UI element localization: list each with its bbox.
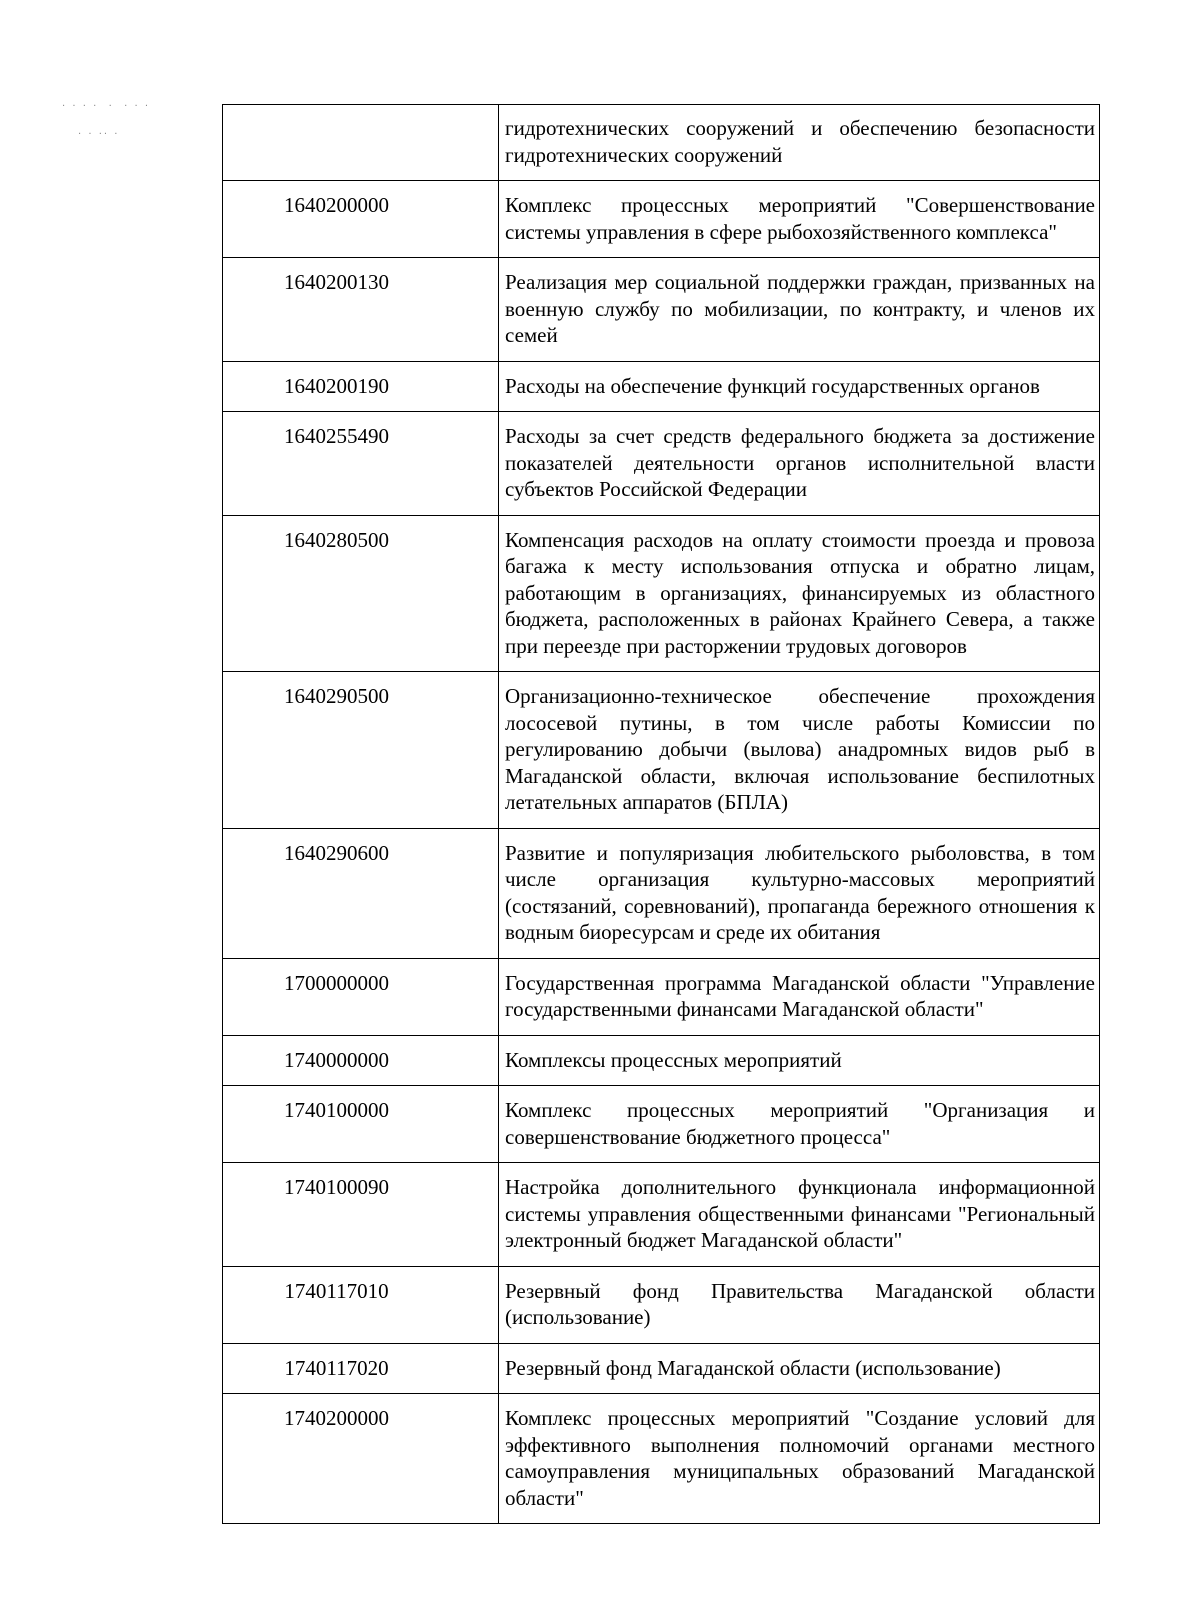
table-row (223, 1163, 1100, 1267)
table-row (223, 958, 1100, 1035)
code-cell: 1740117020 (223, 1343, 499, 1394)
table-row (223, 1266, 1100, 1343)
code-cell: 1640290500 (223, 672, 499, 829)
code-cell: 1740117010 (223, 1266, 499, 1343)
table-row (223, 105, 1100, 181)
name-cell: Расходы на обеспечение функций государственных органов (499, 361, 1100, 412)
name-cell: Резервный фонд Магаданской области (использование) (499, 1343, 1100, 1394)
code-cell: 1640200000 (223, 181, 499, 258)
budget-classification-table (222, 104, 1100, 1524)
name-cell: гидротехнических сооружений и обеспечению безопасности гидротехнических сооружений (499, 105, 1100, 181)
table-row (223, 672, 1100, 829)
code-cell: 1640290600 (223, 828, 499, 958)
table-row (223, 1394, 1100, 1524)
code-cell: 1640280500 (223, 515, 499, 672)
name-cell: Комплексы процессных мероприятий (499, 1035, 1100, 1086)
code-cell: 1740000000 (223, 1035, 499, 1086)
table-row (223, 181, 1100, 258)
code-cell: 1640200130 (223, 258, 499, 362)
table-row (223, 1035, 1100, 1086)
code-cell (223, 105, 499, 181)
scan-artifact: . . .. . (78, 126, 120, 137)
code-cell: 1700000000 (223, 958, 499, 1035)
name-cell: Развитие и популяризация любительского рыболовства, в том числе организация культурно-массовых мероприятий (состязаний, соревнований), пропаганда бережного отношения к водным биоресурсам и среде их обитания (499, 828, 1100, 958)
table-row (223, 361, 1100, 412)
name-cell: Государственная программа Магаданской области "Управление государственными финансами Магаданской области" (499, 958, 1100, 1035)
name-cell: Расходы за счет средств федерального бюджета за достижение показателей деятельности органов исполнительной власти субъектов Российской Федерации (499, 412, 1100, 516)
name-cell: Компенсация расходов на оплату стоимости проезда и провоза багажа к месту использования отпуска и обратно лицам, работающим в организациях, финансируемых из областного бюджета, расположенных в районах Крайнего Севера, а также при переезде при расторжении трудовых договоров (499, 515, 1100, 672)
table-row (223, 1343, 1100, 1394)
name-cell: Комплекс процессных мероприятий "Совершенствование системы управления в сфере рыбохозяйственного комплекса" (499, 181, 1100, 258)
table-row (223, 412, 1100, 516)
name-cell: Комплекс процессных мероприятий "Организация и совершенствование бюджетного процесса" (499, 1086, 1100, 1163)
code-cell: 1640200190 (223, 361, 499, 412)
code-cell: 1740100000 (223, 1086, 499, 1163)
code-cell: 1740200000 (223, 1394, 499, 1524)
name-cell: Резервный фонд Правительства Магаданской области (использование) (499, 1266, 1100, 1343)
name-cell: Комплекс процессных мероприятий "Создание условий для эффективного выполнения полномочий органами местного самоуправления муниципальных образований Магаданской области" (499, 1394, 1100, 1524)
table-row (223, 828, 1100, 958)
name-cell: Реализация мер социальной поддержки граждан, призванных на военную службу по мобилизации, по контракту, и членов их семей (499, 258, 1100, 362)
table-row (223, 1086, 1100, 1163)
code-cell: 1740100090 (223, 1163, 499, 1267)
name-cell: Организационно-техническое обеспечение прохождения лососевой путины, в том числе работы Комиссии по регулированию добычи (вылова) анадромных видов рыб в Магаданской области, включая использование беспилотных летательных аппаратов (БПЛА) (499, 672, 1100, 829)
scan-artifact: . . . . . . . . (62, 98, 151, 109)
table-row (223, 258, 1100, 362)
code-cell: 1640255490 (223, 412, 499, 516)
table-row (223, 515, 1100, 672)
name-cell: Настройка дополнительного функционала информационной системы управления общественными финансами "Региональный электронный бюджет Магаданской области" (499, 1163, 1100, 1267)
